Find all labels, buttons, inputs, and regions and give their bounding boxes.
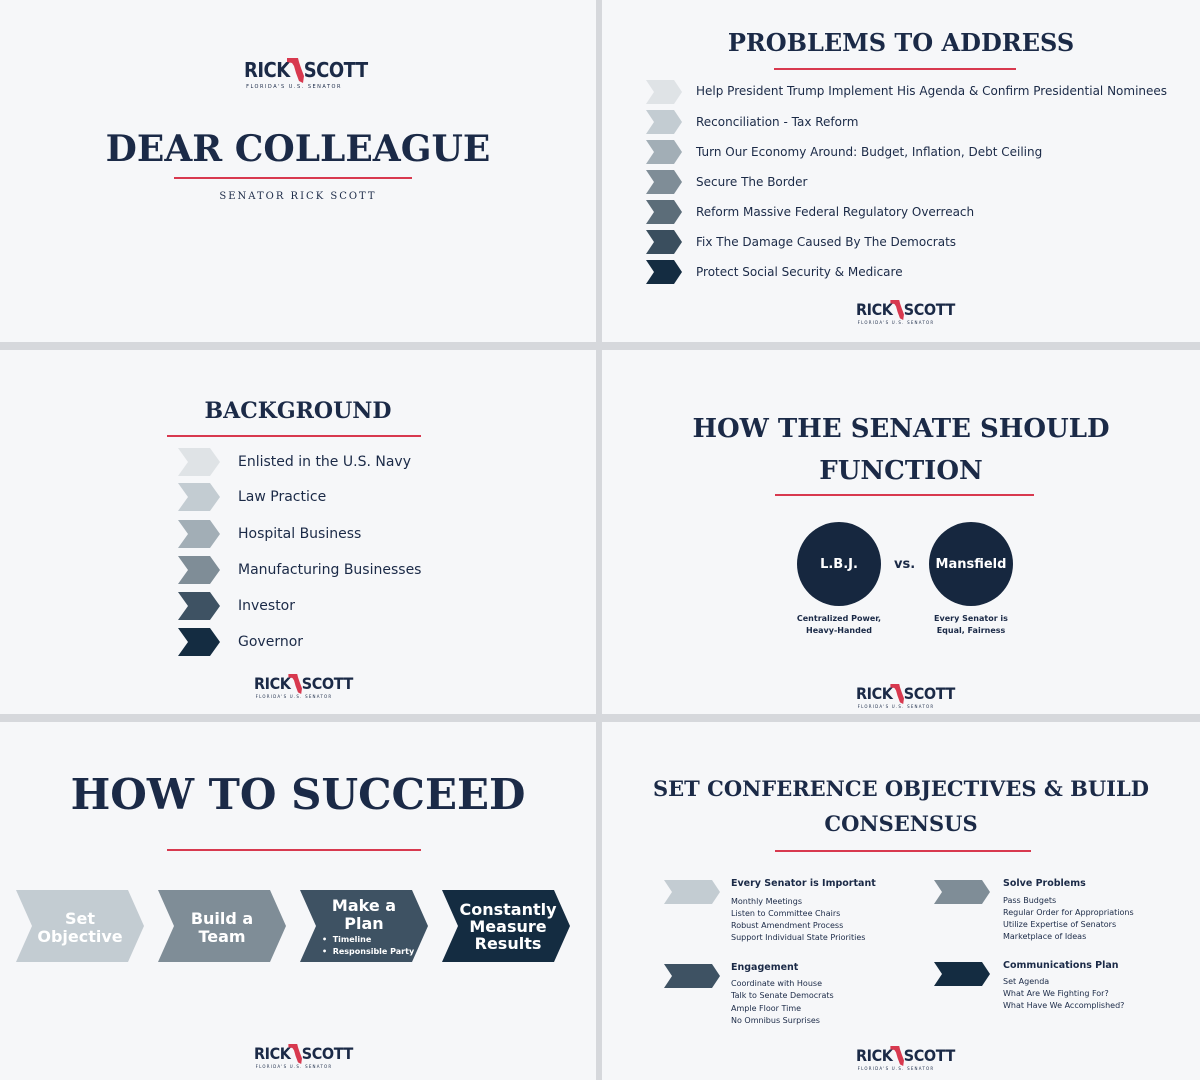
logo-name-right: SCOTT: [301, 674, 353, 694]
title-underline: [167, 849, 421, 851]
logo-tagline: FLORIDA'S U.S. SENATOR: [857, 1066, 935, 1072]
step-label-line-2: Team: [198, 927, 246, 946]
slide-title-line-1: HOW THE SENATE SHOULD: [692, 414, 1110, 444]
logo-tagline: FLORIDA'S U.S. SENATOR: [246, 84, 342, 90]
logo-name-right: SCOTT: [903, 684, 955, 704]
mansfield-caption-line-1: Every Senator is: [934, 614, 1008, 623]
problem-item: Protect Social Security & Medicare: [696, 265, 903, 279]
logo-name-left: RICK: [244, 58, 290, 82]
chevron-icon: [178, 483, 220, 511]
step-label-line-3: Results: [474, 934, 542, 953]
logo-name-left: RICK: [254, 1044, 291, 1064]
background-item: Hospital Business: [238, 526, 362, 542]
title-underline: [775, 850, 1031, 852]
title-underline: [774, 68, 1016, 70]
objective-line: Pass Budgets: [1003, 896, 1057, 905]
logo-tagline: FLORIDA'S U.S. SENATOR: [857, 704, 935, 710]
step-label-line-2: Plan: [344, 914, 384, 933]
lbj-caption-line-1: Centralized Power,: [796, 614, 882, 623]
rick-scott-logo: [856, 1046, 955, 1075]
objective-heading: Every Senator is Important: [731, 878, 876, 889]
objective-line: Set Agenda: [1003, 977, 1050, 986]
logo-tagline: FLORIDA'S U.S. SENATOR: [255, 694, 333, 700]
step-label-line-2: Objective: [37, 927, 123, 946]
chevron-icon: [664, 880, 720, 904]
florida-state-icon: [890, 298, 906, 320]
objective-line: Talk to Senate Democrats: [731, 991, 834, 1000]
florida-state-icon: [288, 1042, 304, 1064]
rick-scott-logo: [856, 684, 955, 713]
problem-item: Help President Trump Implement His Agenda & Confirm Presidential Nominees: [696, 84, 1168, 98]
objective-line: What Have We Accomplished?: [1003, 1001, 1125, 1010]
step-bullet: • Timeline: [322, 935, 372, 944]
mansfield-caption-line-2: Equal, Fairness: [936, 626, 1006, 635]
slide-dear-colleague: [0, 0, 596, 342]
logo-name-right: SCOTT: [303, 58, 368, 82]
chevron-icon: [646, 110, 682, 134]
logo-name-right: SCOTT: [301, 1044, 353, 1064]
slide-conference-objectives: [602, 722, 1200, 1080]
slide-problems-to-address: [602, 0, 1200, 342]
slide-title: HOW TO SUCCEED: [70, 770, 526, 819]
logo-name-right: SCOTT: [903, 300, 955, 320]
objective-line: Monthly Meetings: [731, 897, 802, 906]
step-label-line-1: Build a: [190, 909, 254, 928]
objective-line: Support Individual State Priorities: [731, 933, 866, 942]
logo-name-left: RICK: [254, 674, 291, 694]
chevron-icon: [646, 230, 682, 254]
chevron-icon: [934, 880, 990, 904]
chevron-icon: [646, 200, 682, 224]
chevron-icon: [178, 556, 220, 584]
logo-tagline: FLORIDA'S U.S. SENATOR: [255, 1064, 333, 1070]
objective-line: What Are We Fighting For?: [1003, 989, 1109, 998]
objective-line: Ample Floor Time: [731, 1004, 802, 1013]
lbj-caption-line-2: Heavy-Handed: [806, 626, 872, 635]
logo-name-left: RICK: [856, 1046, 893, 1066]
title-underline: [775, 494, 1034, 496]
chevron-icon: [664, 964, 720, 988]
step-label-line-1: Make a: [331, 896, 397, 915]
chevron-icon: [646, 170, 682, 194]
objective-heading: Solve Problems: [1003, 878, 1086, 889]
slide-how-to-succeed: [0, 722, 596, 1080]
objective-heading: Communications Plan: [1003, 960, 1119, 971]
objective-line: Utilize Expertise of Senators: [1003, 920, 1117, 929]
step-label-line-1: Constantly: [459, 900, 557, 919]
florida-state-icon: [286, 56, 306, 84]
mansfield-circle: Mansfield: [929, 522, 1013, 606]
slide-title-line-1: SET CONFERENCE OBJECTIVES & BUILD: [653, 776, 1149, 801]
problem-item: Turn Our Economy Around: Budget, Inflation, Debt Ceiling: [696, 145, 1043, 159]
objective-heading: Engagement: [731, 962, 799, 973]
background-item: Manufacturing Businesses: [238, 562, 422, 578]
florida-state-icon: [288, 672, 304, 694]
background-item: Investor: [238, 598, 296, 614]
title-underline: [167, 435, 421, 437]
problem-item: Reconciliation - Tax Reform: [696, 115, 859, 129]
logo-name-right: SCOTT: [903, 1046, 955, 1066]
problem-item: Fix The Damage Caused By The Democrats: [696, 235, 957, 249]
logo-tagline: FLORIDA'S U.S. SENATOR: [857, 320, 935, 326]
objective-line: Marketplace of Ideas: [1003, 932, 1087, 941]
step-label-line-1: Set: [64, 909, 96, 928]
slide-title: PROBLEMS TO ADDRESS: [727, 28, 1075, 57]
problem-item: Secure The Border: [696, 175, 808, 189]
chevron-icon: [646, 80, 682, 104]
logo-name-left: RICK: [856, 300, 893, 320]
rick-scott-logo: [244, 58, 368, 94]
lbj-circle: L.B.J.: [797, 522, 881, 606]
chevron-icon: [934, 962, 990, 986]
florida-state-icon: [890, 682, 906, 704]
chevron-icon: [646, 140, 682, 164]
objective-line: Listen to Committee Chairs: [731, 909, 841, 918]
background-item: Enlisted in the U.S. Navy: [238, 454, 411, 470]
objective-line: Robust Amendment Process: [731, 921, 844, 930]
chevron-icon: [646, 260, 682, 284]
chevron-icon: [178, 628, 220, 656]
objective-line: Regular Order for Appropriations: [1003, 908, 1134, 917]
step-bullet: • Responsible Party: [322, 947, 415, 956]
chevron-icon: [178, 448, 220, 476]
title-underline: [174, 177, 412, 179]
slide-title-line-2: FUNCTION: [819, 456, 983, 486]
rick-scott-logo: [254, 674, 353, 703]
slide-subtitle: SENATOR RICK SCOTT: [219, 191, 377, 202]
background-item: Law Practice: [238, 489, 327, 505]
rick-scott-logo: [254, 1044, 353, 1073]
slide-senate-function: [602, 350, 1200, 714]
slide-title: DEAR COLLEAGUE: [105, 128, 491, 170]
problem-item: Reform Massive Federal Regulatory Overreach: [696, 205, 975, 219]
logo-name-left: RICK: [856, 684, 893, 704]
background-item: Governor: [238, 634, 304, 650]
chevron-icon: [178, 520, 220, 548]
step-label-line-2: Measure: [469, 917, 547, 936]
slide-title-line-2: CONSENSUS: [824, 811, 978, 836]
florida-state-icon: [890, 1044, 906, 1066]
chevron-icon: [178, 592, 220, 620]
slide-title: BACKGROUND: [204, 398, 392, 424]
rick-scott-logo: [856, 300, 955, 329]
objective-line: Coordinate with House: [731, 979, 822, 988]
vs-label: vs.: [894, 557, 916, 572]
objective-line: No Omnibus Surprises: [731, 1016, 820, 1025]
slide-background: [0, 350, 596, 714]
